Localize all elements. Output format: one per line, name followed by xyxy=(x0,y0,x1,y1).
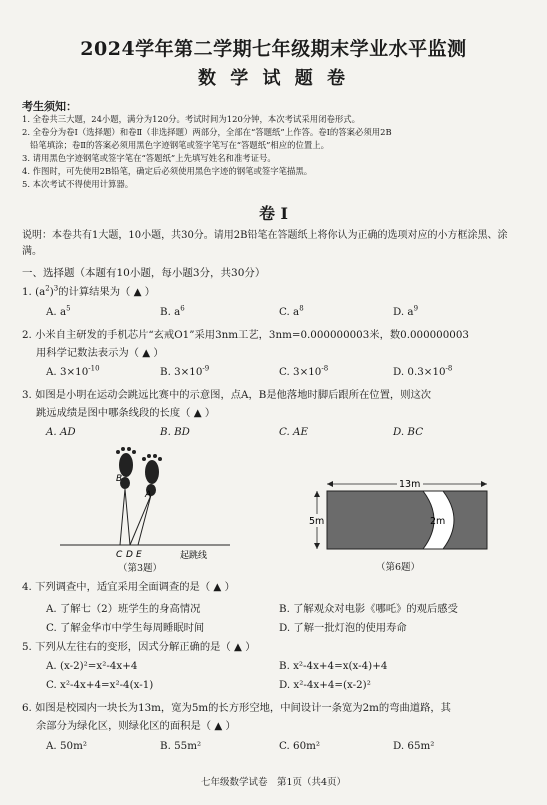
figure-3-caption: （第3题） xyxy=(118,563,163,574)
part-title: 卷 Ⅰ xyxy=(258,204,289,223)
question-2-stem-cont: 用科学记数法表示为（ ▲ ） xyxy=(36,347,164,359)
question-3-stem-cont: 跳远成绩是图中哪条线段的长度（ ▲ ） xyxy=(36,407,216,419)
question-5-option-c[interactable]: C. x²-4x+4=x²-4(x-1) xyxy=(46,679,154,691)
question-2-option-a[interactable]: A. $3\times 10^{-10}$ xyxy=(46,364,100,378)
question-3-stem: 3. 如图是小明在运动会跳远比赛中的示意图，点A，B是他落地时脚后跟所在位置，则这次 xyxy=(22,389,432,401)
question-3-option-b[interactable]: B. BD xyxy=(160,426,190,438)
notice-heading: 考生须知： xyxy=(22,100,77,113)
question-5-option-b[interactable]: B. x²-4x+4=x(x-4)+4 xyxy=(279,660,388,672)
label-d: D xyxy=(126,550,133,560)
part-explain: 说明：本卷共有1大题，10小题，共30分。请用2B铅笔在答题纸上将你认为正确的选项对应的小方框涂黑、涂满。 xyxy=(22,230,508,257)
question-4-stem: 4. 下列调查中，适宜采用全面调查的是（ ▲ ） xyxy=(22,581,235,593)
notice-item: 5. 本次考试不得使用计算器。 xyxy=(22,179,134,189)
question-2-option-d[interactable]: D. $0.3\times 10^{-8}$ xyxy=(393,364,453,378)
question-2-stem: 2. 小米自主研发的手机芯片“玄戒O1”采用3nm工艺，3nm=0.000000003米，数0.000000003 xyxy=(22,329,469,341)
notice-item: 4. 作图时，可先使用2B铅笔，确定后必须使用黑色字迹的钢笔或签字笔描黑。 xyxy=(22,166,313,176)
question-3-option-d[interactable]: D. BC xyxy=(393,426,424,438)
question-3-option-a[interactable]: A. AD xyxy=(46,426,76,438)
length-label: 13m xyxy=(399,479,421,490)
question-6-option-d[interactable]: D. 65m² xyxy=(393,740,435,752)
question-6-stem: 6. 如图是校园内一块长为13m，宽为5m的长方形空地，中间设计一条宽为2m的弯曲道路，其 xyxy=(22,702,451,714)
section-heading: 一、选择题（本题有10小题，每小题3分，共30分） xyxy=(22,267,266,279)
question-6-option-b[interactable]: B. 55m² xyxy=(160,740,202,752)
label-c: C xyxy=(116,550,123,560)
label-a: A xyxy=(145,490,152,500)
question-5-option-a[interactable]: A. (x-2)²=x²-4x+4 xyxy=(46,660,138,672)
notice-item: 2. 全卷分为卷Ⅰ（选择题）和卷Ⅱ（非选择题）两部分，全部在“答题纸”上作答。卷Ⅰ的答案必须用2B xyxy=(22,127,392,137)
question-1-stem: 1. $(a^2)^3$的计算结果为（ ▲ ） xyxy=(22,284,156,298)
takeoff-line-label: 起跳线 xyxy=(180,551,208,561)
notice-item: 1. 全卷共三大题，24小题，满分为120分。考试时间为120分钟，本次考试采用闭卷形式。 xyxy=(22,114,361,124)
label-b: B xyxy=(116,474,123,484)
page-footer: 七年级数学试卷 第1页（共4页） xyxy=(200,777,347,788)
question-4-option-d[interactable]: D. 了解一批灯泡的使用寿命 xyxy=(279,622,407,634)
road-width-label: 2m xyxy=(430,516,446,527)
question-1-option-d[interactable]: D. $a^9$ xyxy=(393,304,419,318)
question-5-option-d[interactable]: D. x²-4x+4=(x-2)² xyxy=(279,679,371,691)
question-4-option-a[interactable]: A. 了解七（2）班学生的身高情况 xyxy=(46,603,201,615)
width-label: 5m xyxy=(309,516,325,527)
question-4-option-c[interactable]: C. 了解金华市中学生每周睡眠时间 xyxy=(46,622,205,634)
question-2-option-c[interactable]: C. $3\times 10^{-8}$ xyxy=(279,364,329,378)
notice-item: 铅笔填涂；卷Ⅱ的答案必须用黑色字迹钢笔或签字笔写在“答题纸”相应的位置上。 xyxy=(30,140,330,150)
figure-6-caption: （第6题） xyxy=(376,562,421,573)
question-2-option-b[interactable]: B. $3\times 10^{-9}$ xyxy=(160,364,210,378)
question-5-stem: 5. 下列从左往右的变形，因式分解正确的是（ ▲ ） xyxy=(22,641,256,653)
question-6-stem-cont: 余部分为绿化区，则绿化区的面积是（ ▲ ） xyxy=(36,720,236,732)
figure-3-long-jump xyxy=(60,445,260,570)
question-6-option-a[interactable]: A. 50m² xyxy=(46,740,87,752)
question-1-option-c[interactable]: C. $a^8$ xyxy=(279,304,304,318)
label-e: E xyxy=(136,550,142,560)
question-1-option-a[interactable]: A. $a^5$ xyxy=(46,304,71,318)
notice-item: 3. 请用黑色字迹钢笔或签字笔在“答题纸”上先填写姓名和准考证号。 xyxy=(22,153,276,163)
exam-subtitle: 数 学 试 题 卷 xyxy=(197,68,350,89)
exam-title: 2024学年第二学期七年级期末学业水平监测 xyxy=(80,38,467,60)
question-4-option-b[interactable]: B. 了解观众对电影《哪吒》的观后感受 xyxy=(279,603,458,615)
question-6-option-c[interactable]: C. 60m² xyxy=(279,740,321,752)
question-1-option-b[interactable]: B. $a^6$ xyxy=(160,304,185,318)
figure-6-field xyxy=(305,474,495,554)
question-3-option-c[interactable]: C. AE xyxy=(279,426,309,438)
